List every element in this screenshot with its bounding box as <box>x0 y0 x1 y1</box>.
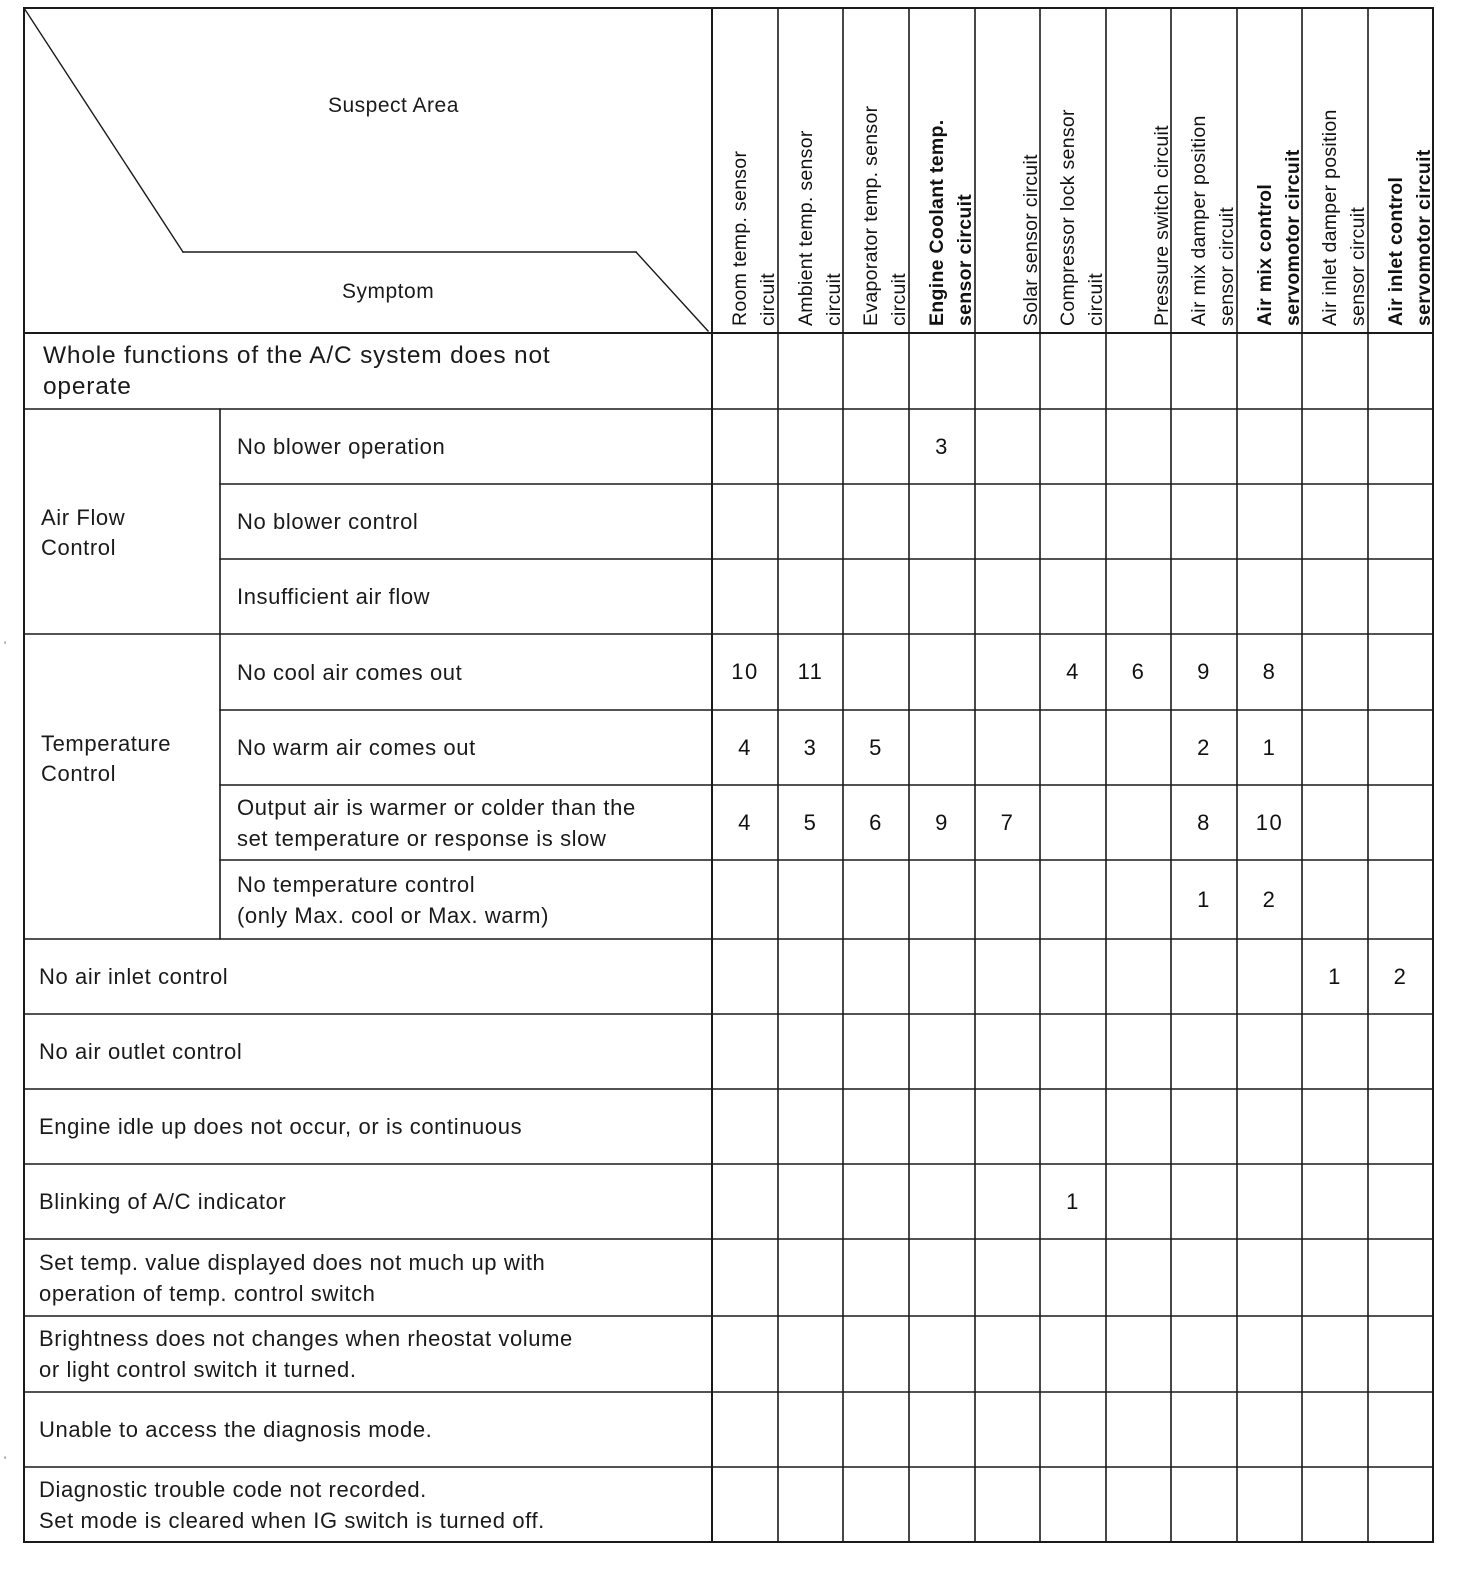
column-header-line: sensor circuit <box>1216 206 1238 326</box>
symptom-line: No air outlet control <box>39 1039 243 1064</box>
symptom-line: No air inlet control <box>39 964 229 989</box>
priority-value: 2 <box>1393 963 1408 989</box>
column-header <box>1372 8 1438 326</box>
group-label-temperature: Temperature Control <box>41 731 172 786</box>
column-header <box>979 8 1045 326</box>
symptom-line: Brightness does not changes when rheostat volume <box>39 1326 573 1351</box>
symptom-line: Set temp. value displayed does not much up with <box>39 1249 546 1275</box>
symptom-label <box>237 581 430 612</box>
symptom-label <box>237 657 462 688</box>
column-header-line: Room temp. sensor <box>729 150 751 326</box>
column-header-line: servomotor circuit <box>1282 149 1304 326</box>
priority-value: 3 <box>803 734 818 760</box>
priority-value: 11 <box>797 659 824 684</box>
symptom-line: set temperature or response is slow <box>237 825 607 851</box>
symptom-label <box>43 340 551 402</box>
symptom-label <box>39 1186 286 1217</box>
symptom-line: Blinking of A/C indicator <box>39 1189 287 1214</box>
column-header-line: sensor circuit <box>1347 206 1369 326</box>
symptom-line: Set mode is cleared when IG switch is turned off. <box>39 1507 545 1533</box>
symptom-label <box>39 1474 545 1536</box>
symptom-label <box>237 792 636 854</box>
column-header <box>1044 8 1110 326</box>
margin-mark: ' <box>4 1455 7 1467</box>
column-header <box>1306 8 1372 326</box>
symptom-line: Engine idle up does not occur, or is continuous <box>39 1114 523 1139</box>
symptom-label <box>39 1036 242 1067</box>
priority-value: 3 <box>935 433 949 459</box>
symptom-line: Whole functions of the A/C system does not <box>43 342 551 369</box>
priority-value: 1 <box>1328 963 1342 989</box>
column-header <box>1241 8 1307 326</box>
priority-value: 2 <box>1262 886 1277 912</box>
column-header-line: Evaporator temp. sensor <box>860 105 882 326</box>
column-header <box>913 8 979 326</box>
column-header-line: Air inlet damper position <box>1319 109 1341 326</box>
symptom-label <box>39 1247 545 1309</box>
priority-value: 6 <box>1131 659 1146 684</box>
group-label-air-flow: Air Flow Control <box>41 505 126 560</box>
symptom-line: Output air is warmer or colder than the <box>237 794 636 820</box>
priority-value: 1 <box>1262 734 1277 760</box>
symptom-label <box>39 1414 432 1445</box>
priority-value: 2 <box>1197 734 1211 760</box>
symptom-line: No blower operation <box>237 434 446 459</box>
symptom-label <box>237 732 476 763</box>
column-header-line: Air inlet control <box>1385 176 1407 326</box>
column-header-line: circuit <box>757 272 779 326</box>
symptom-line: No temperature control <box>237 871 476 897</box>
column-header <box>716 8 782 326</box>
column-header-line: Compressor lock sensor <box>1057 109 1079 326</box>
column-header-line: Ambient temp. sensor <box>795 130 817 326</box>
symptom-label <box>237 506 418 537</box>
priority-value: 10 <box>1255 809 1284 835</box>
symptom-line: No cool air comes out <box>237 659 463 685</box>
priority-value: 4 <box>1066 659 1080 684</box>
priority-value: 6 <box>869 809 883 835</box>
symptom-label <box>237 431 445 462</box>
header-diagonal <box>636 252 708 331</box>
priority-value: 1 <box>1197 886 1211 912</box>
column-header-line: sensor circuit <box>954 193 976 326</box>
column-header-line: Engine Coolant temp. <box>926 119 948 326</box>
priority-value: 8 <box>1197 809 1211 835</box>
symptom-line: operation of temp. control switch <box>39 1280 376 1306</box>
priority-value: 4 <box>738 809 752 835</box>
symptom-line: Diagnostic trouble code not recorded. <box>39 1476 427 1502</box>
column-header-line: Solar sensor circuit <box>1020 154 1042 326</box>
column-header-line: circuit <box>888 272 910 326</box>
column-header-line: servomotor circuit <box>1413 149 1435 326</box>
symptom-line: operate <box>43 373 132 400</box>
priority-value: 9 <box>1197 659 1211 684</box>
symptom-label <box>39 1111 522 1142</box>
priority-value: 9 <box>935 809 949 835</box>
priority-value: 7 <box>1000 809 1015 835</box>
priority-value: 10 <box>731 659 759 684</box>
margin-mark: ' <box>4 640 7 652</box>
column-header-line: circuit <box>823 272 845 326</box>
priority-value: 4 <box>738 734 752 760</box>
symptom-line: (only Max. cool or Max. warm) <box>237 902 550 928</box>
column-header <box>1175 8 1241 326</box>
symptom-line: or light control switch it turned. <box>39 1357 357 1382</box>
symptom-label: Symptom <box>342 280 435 303</box>
column-header <box>1110 8 1176 326</box>
symptom-line: Insufficient air flow <box>237 584 431 609</box>
symptom-line: Unable to access the diagnosis mode. <box>39 1417 433 1442</box>
column-header-line: Pressure switch circuit <box>1151 125 1173 326</box>
symptom-label <box>39 961 228 992</box>
column-header <box>782 8 848 326</box>
header-diagonal <box>24 8 183 252</box>
symptom-line: No blower control <box>237 509 419 534</box>
priority-value: 5 <box>803 809 818 835</box>
symptom-line: No warm air comes out <box>237 735 476 760</box>
column-header-line: circuit <box>1085 272 1107 326</box>
priority-value: 1 <box>1066 1188 1080 1214</box>
column-header <box>847 8 913 326</box>
suspect-area-label: Suspect Area <box>328 94 459 117</box>
priority-value: 8 <box>1262 659 1277 684</box>
column-header-line: Air mix control <box>1254 183 1276 326</box>
symptom-label <box>39 1323 573 1385</box>
symptom-label <box>237 869 549 931</box>
priority-value: 5 <box>869 734 883 760</box>
column-header-line: Air mix damper position <box>1188 115 1210 326</box>
